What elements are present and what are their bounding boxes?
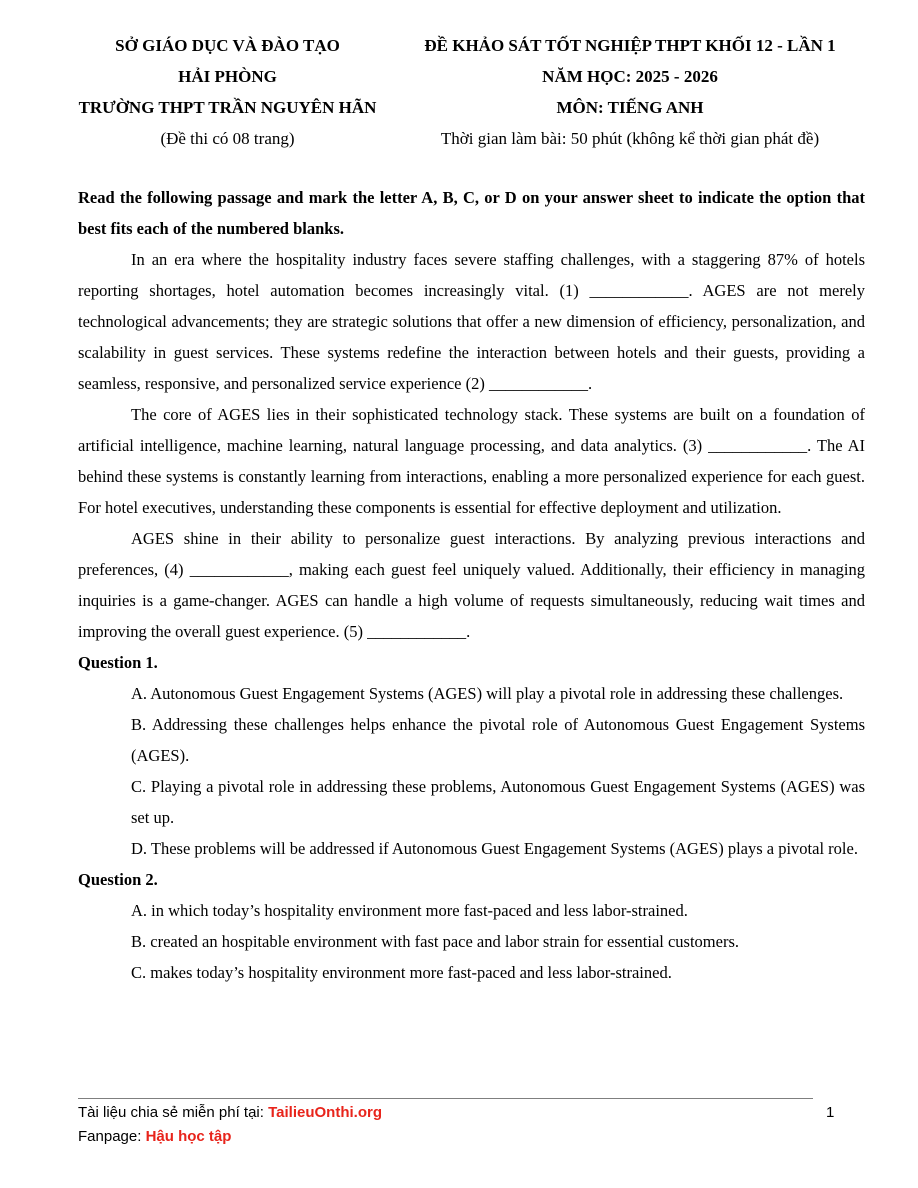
school-name: TRƯỜNG THPT TRẦN NGUYÊN HÃN [78, 98, 377, 117]
passage-paragraph-1: In an era where the hospitality industry faces severe staffing challenges, with a staggering 87% of hotels reporting shortages, hotel automation becomes increasingly vital. (1) ____________. AGES are not merely technological advancements; they are strategic solutions that offer a new dimension of efficiency, personalization, and scalability in guest services. These systems redefine the interaction between hotels and their guests, providing a seamless, responsive, and personalized service experience (2) ____________. [78, 250, 865, 393]
footer-source-label: Tài liệu chia sẻ miễn phí tại: [78, 1104, 269, 1121]
question-2-option-a: A. in which today’s hospitality environment more fast-paced and less labor-strained. [131, 901, 688, 920]
header-school-block [40, 30, 415, 154]
footer-fanpage-link[interactable]: Hậu học tập [145, 1128, 232, 1145]
header-exam-block [400, 30, 860, 154]
footer [78, 1101, 382, 1149]
passage-paragraph-3: AGES shine in their ability to personalize guest interactions. By analyzing previous interactions and preferences, (4) ____________, making each guest feel uniquely valued. Additionally, their efficiency in managing inquiries is a game-changer. AGES can handle a high volume of requests simultaneously, reducing wait times and improving the overall guest experience. (5) ____________. [78, 529, 865, 641]
footer-source-link[interactable]: TailieuOnthi.org [268, 1104, 382, 1121]
passage-paragraph-2: The core of AGES lies in their sophisticated technology stack. These systems are built on a foundation of artificial intelligence, machine learning, natural language processing, and data analytics. (3) ____________. The AI behind these systems is constantly learning from interactions, enabling a more personalized experience for each guest. For hotel executives, understanding these components is essential for effective deployment and utilization. [78, 405, 865, 517]
question-1-option-d: D. These problems will be addressed if Autonomous Guest Engagement Systems (AGES) plays a pivotal role. [131, 839, 858, 858]
question-1-option-b: B. Addressing these challenges helps enhance the pivotal role of Autonomous Guest Engagement Systems (AGES). [131, 715, 865, 765]
footer-divider [78, 1098, 813, 1099]
question-2-option-b: B. created an hospitable environment with fast pace and labor strain for essential customers. [131, 932, 740, 951]
instruction: Read the following passage and mark the letter A, B, C, or D on your answer sheet to indicate the option that best fits each of the numbered blanks. [78, 188, 865, 238]
footer-fanpage-label: Fanpage: [78, 1128, 146, 1145]
page-number: 1 [826, 1104, 835, 1121]
school-year: NĂM HỌC: 2025 - 2026 [542, 67, 718, 86]
subject: MÔN: TIẾNG ANH [556, 98, 704, 117]
page-count-note: (Đề thi có 08 trang) [160, 129, 295, 148]
footer-fanpage-line [78, 1125, 382, 1149]
question-1-label: Question 1. [78, 653, 158, 672]
exam-body [78, 182, 865, 988]
department-name: SỞ GIÁO DỤC VÀ ĐÀO TẠO [115, 36, 340, 55]
question-2-option-c: C. makes today’s hospitality environment more fast-paced and less labor-strained. [131, 963, 672, 982]
time-limit: Thời gian làm bài: 50 phút (không kể thời gian phát đề) [440, 129, 820, 148]
question-1-option-c: C. Playing a pivotal role in addressing these problems, Autonomous Guest Engagement Systems (AGES) was set up. [131, 777, 865, 827]
exam-title: ĐỀ KHẢO SÁT TỐT NGHIỆP THPT KHỐI 12 - LẦN 1 [424, 36, 836, 55]
question-2-label: Question 2. [78, 870, 158, 889]
question-1-option-a: A. Autonomous Guest Engagement Systems (AGES) will play a pivotal role in addressing these challenges. [131, 684, 844, 703]
footer-source-line [78, 1101, 382, 1125]
city-name: HẢI PHÒNG [178, 67, 277, 86]
